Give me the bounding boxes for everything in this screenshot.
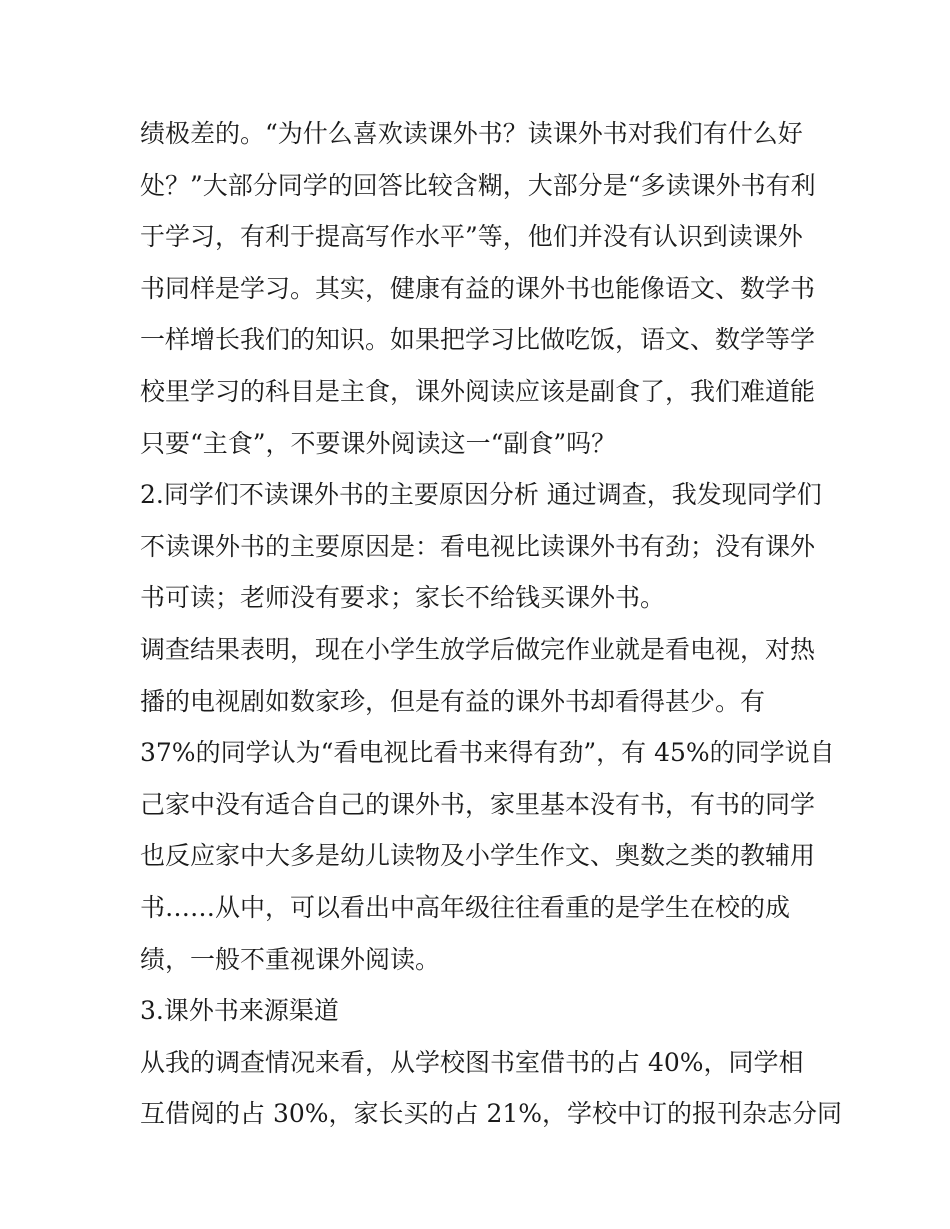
text-line: 于学习，有利于提高写作水平”等，他们并没有认识到读课外 (140, 222, 803, 252)
text-line: 绩极差的。“为什么喜欢读课外书？读课外书对我们有什么好 (140, 119, 803, 148)
text-line: 书同样是学习。其实，健康有益的课外书也能像语文、数学书 (140, 273, 816, 303)
text-line: 绩，一般不重视课外阅读。 (140, 944, 441, 974)
text-line: 也反应家中大多是幼儿读物及小学生作文、奥数之类的教辅用 (140, 841, 816, 871)
text-line: 互借阅的占 30%，家长买的占 21%，学校中订的报刊杂志分同 (140, 1099, 843, 1129)
text-line: 书可读；老师没有要求；家长不给钱买课外书。 (140, 583, 666, 613)
text-line: 播的电视剧如数家珍，但是有益的课外书却看得甚少。有 (140, 686, 766, 716)
text-line: 只要“主食”，不要课外阅读这一“副食”吗？ (140, 428, 617, 458)
text-line: 从我的调查情况来看，从学校图书室借书的占 40%，同学相 (140, 1047, 804, 1077)
document-body (140, 108, 843, 1140)
text-line: 书……从中，可以看出中高年级往往看重的是学生在校的成 (140, 892, 791, 922)
text-line: 调查结果表明，现在小学生放学后做完作业就是看电视，对热 (140, 634, 816, 664)
text-line: 校里学习的科目是主食，课外阅读应该是副食了，我们难道能 (140, 376, 816, 406)
text-line: 37%的同学认为“看电视比看书来得有劲”，有 45%的同学说自 (140, 738, 835, 768)
text-line: 不读课外书的主要原因是：看电视比读课外书有劲；没有课外 (140, 531, 816, 561)
text-line: 处？”大部分同学的回答比较含糊，大部分是“多读课外书有利 (140, 170, 816, 200)
section-heading-2: 2.同学们不读课外书的主要原因分析 通过调查，我发现同学们 (140, 480, 822, 510)
text-line: 一样增长我们的知识。如果把学习比做吃饭，语文、数学等学 (140, 325, 816, 355)
text-line: 己家中没有适合自己的课外书，家里基本没有书，有书的同学 (140, 789, 816, 819)
section-heading-3: 3.课外书来源渠道 (140, 996, 339, 1026)
